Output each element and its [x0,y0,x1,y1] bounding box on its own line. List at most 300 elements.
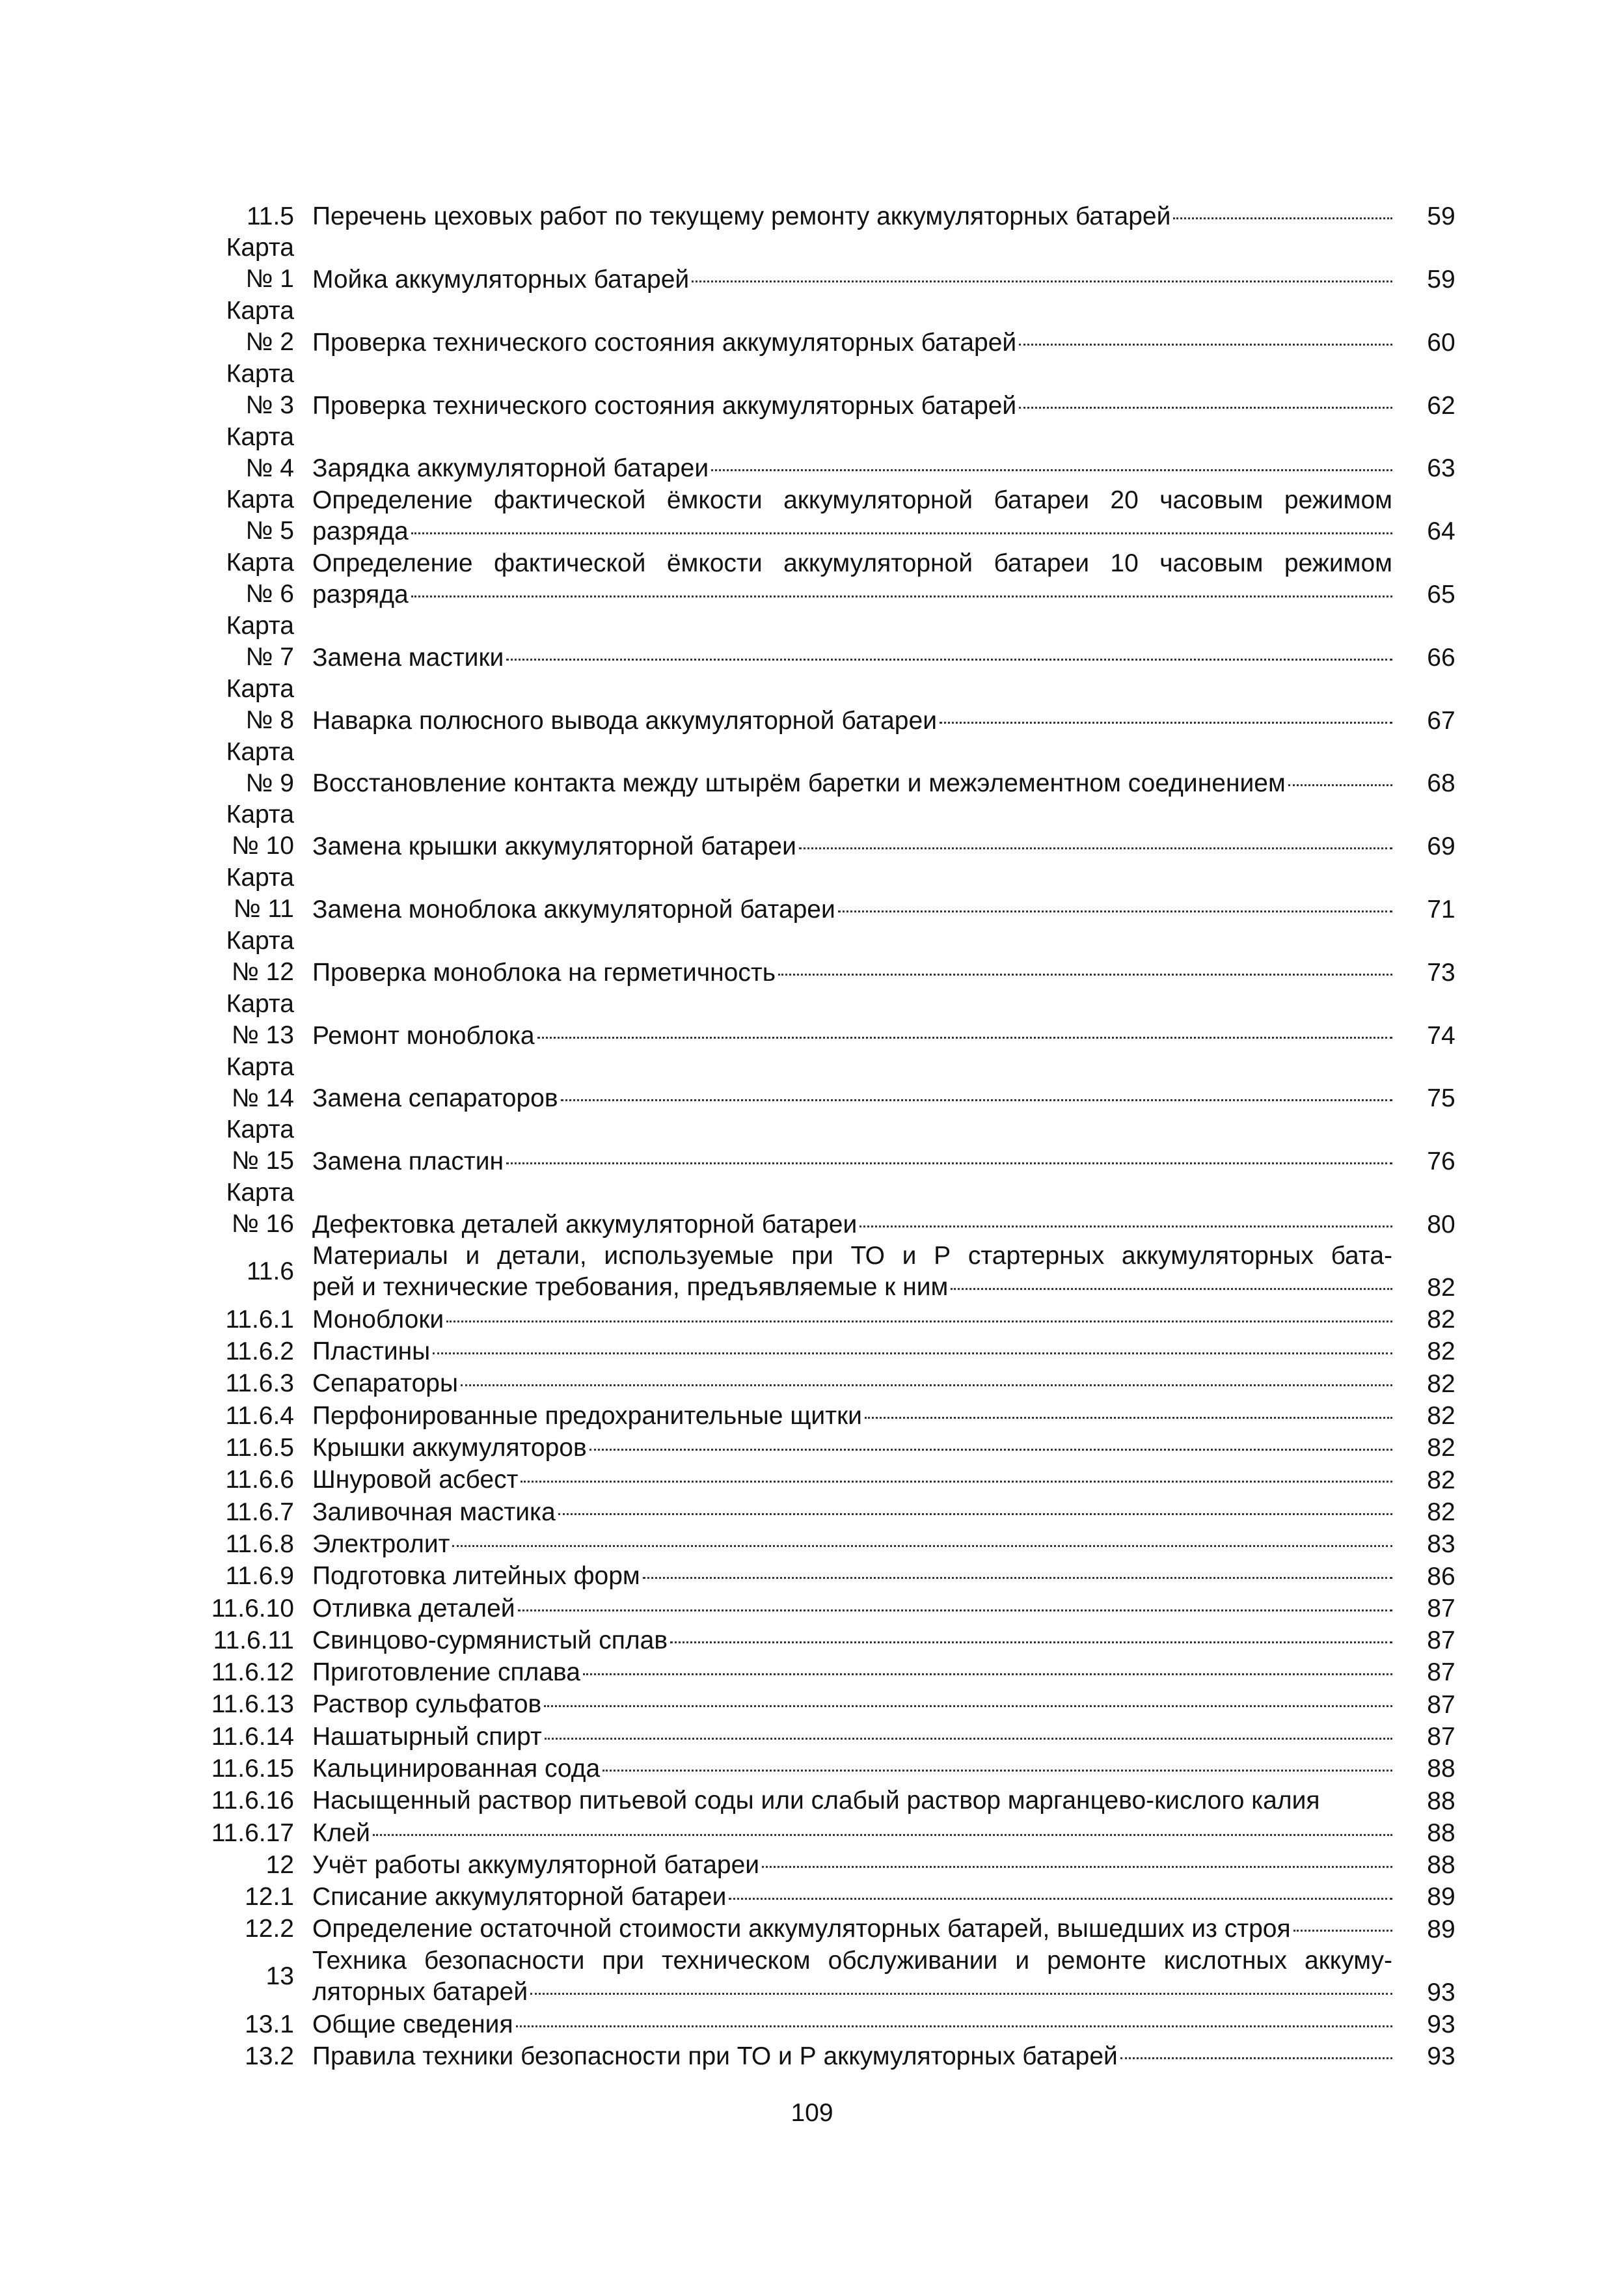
entry-page: 82 [1427,1273,1455,1302]
toc-entry [195,1560,1490,1592]
entry-title-cell [312,1335,1392,1367]
entry-title: Сепараторы [312,1369,459,1398]
card-label: Карта [226,234,294,262]
entry-title-cell [312,1688,1392,1720]
section-number: 12.2 [245,1915,294,1943]
dot-leader [452,1545,1392,1547]
entry-title-cell [312,737,1392,800]
toc-entry [195,359,1490,422]
entry-number-cell [195,1367,312,1399]
entry-title-cell [312,1624,1392,1656]
entry-title: Проверка технического состояния аккумуляторных батарей [312,391,1017,420]
entry-page: 59 [1427,202,1455,231]
toc-entry [195,484,1490,547]
entry-title-cell [312,925,1392,989]
toc-entry [195,1496,1490,1528]
section-number: 11.5 [246,202,294,230]
entry-number-cell [195,484,312,547]
dot-leader [561,1099,1392,1101]
entry-title-cell [312,547,1392,610]
toc-entry [195,422,1490,485]
dot-leader [411,532,1392,534]
entry-title-cell [312,1432,1392,1464]
toc-entry [195,1177,1490,1240]
entry-title: Ремонт моноблока [312,1021,535,1050]
entry-title-cell [312,484,1392,547]
section-number: 11.6.9 [225,1562,294,1591]
card-number: № 9 [245,769,294,797]
dot-leader [446,1321,1392,1322]
entry-number-cell [195,295,312,359]
entry-number-cell [195,862,312,925]
entry-page: 63 [1427,454,1455,483]
toc-entry [195,1304,1490,1335]
entry-title-cell [312,1304,1392,1335]
section-number: 11.6.1 [225,1305,294,1334]
toc-entry [195,2008,1490,2040]
entry-page: 59 [1427,266,1455,294]
entry-title: Замена крышки аккумуляторной батареи [312,832,796,861]
entry-number-cell [195,1335,312,1367]
entry-title-cell [312,295,1392,359]
entry-title-line1: Определение фактической ёмкости аккумуляторной батареи 10 часовым режимом [312,549,1392,578]
entry-title: Правила техники безопасности при ТО и Р аккумуляторных батарей [312,2042,1118,2070]
entry-number-cell [195,1177,312,1240]
entry-title: Замена сепараторов [312,1084,558,1113]
entry-page: 71 [1427,896,1455,924]
entry-title-cell [312,674,1392,737]
entry-page: 73 [1427,958,1455,987]
entry-title: Перечень цеховых работ по текущему ремонту аккумуляторных батарей [312,202,1171,230]
toc-entry [195,1335,1490,1367]
entry-title-cell [312,1400,1392,1432]
card-label: Карта [226,674,294,703]
section-number: 11.6.16 [211,1787,294,1815]
entry-page: 74 [1427,1021,1455,1050]
toc-entry [195,737,1490,800]
entry-number-cell [195,799,312,862]
toc-entry [195,1593,1490,1624]
entry-page: 88 [1427,1818,1455,1847]
section-number: 12.1 [245,1883,294,1911]
table-of-contents [195,200,1490,2072]
entry-number-cell [195,359,312,422]
entry-title-line2: разряда [312,581,409,609]
entry-page: 88 [1427,1787,1455,1815]
toc-entry [195,1913,1490,1945]
entry-page: 66 [1427,643,1455,672]
toc-entry [195,1721,1490,1753]
entry-title-cell [312,1496,1392,1528]
card-number: № 2 [245,328,294,357]
card-label: Карта [226,1179,294,1207]
entry-title: Нашатырный спирт [312,1722,542,1751]
dot-leader [729,1898,1392,1900]
dot-leader [506,1162,1392,1164]
entry-title-cell [312,422,1392,485]
entry-title: Перфонированные предохранительные щитки [312,1401,862,1430]
entry-number-cell [195,1114,312,1177]
card-number: № 3 [245,390,294,419]
toc-entry [195,1528,1490,1560]
card-label: Карта [226,612,294,640]
card-label: Карта [226,864,294,892]
toc-entry [195,1432,1490,1464]
card-number: № 15 [231,1147,294,1175]
dot-leader [799,847,1392,849]
card-label: Карта [226,989,294,1018]
entry-title: Насыщенный раствор питьевой соды или слабый раствор марганцево-кислого калия [312,1787,1320,1815]
entry-number-cell [195,232,312,295]
entry-title: Учёт работы аккумуляторной батареи [312,1850,760,1879]
card-number: № 12 [231,958,294,987]
toc-entry [195,862,1490,925]
entry-title: Дефектовка деталей аккумуляторной батареи [312,1211,858,1239]
entry-title-cell [312,989,1392,1052]
entry-title: Приготовление сплава [312,1658,580,1687]
entry-number-cell [195,1560,312,1592]
entry-title: Клей [312,1818,370,1847]
entry-title-line2: рей и технические требования, предъявляемые к ним [312,1273,949,1302]
dot-leader [1173,217,1392,219]
entry-title: Замена пластин [312,1147,504,1176]
entry-number-cell [195,1945,312,2008]
entry-number-cell [195,1304,312,1335]
entry-title: Списание аккумуляторной батареи [312,1883,727,1911]
entry-page: 82 [1427,1369,1455,1398]
entry-title-cell [312,610,1392,674]
dot-leader [762,1866,1392,1868]
entry-title: Пластины [312,1337,431,1366]
section-number: 11.6.5 [225,1434,294,1462]
entry-page: 60 [1427,328,1455,357]
section-number: 11.6.7 [225,1498,294,1526]
card-number: № 14 [231,1084,294,1112]
card-label: Карта [226,486,294,514]
entry-title-cell [312,200,1392,232]
entry-number-cell [195,737,312,800]
entry-title-line1: Техника безопасности при техническом обслуживании и ремонте кислотных аккуму- [312,1946,1392,1975]
entry-title: Раствор сульфатов [312,1690,542,1719]
entry-title-cell [312,1560,1392,1592]
entry-title-cell [312,862,1392,925]
card-number: № 7 [245,643,294,672]
entry-title-line1: Материалы и детали, используемые при ТО и Р стартерных аккумуляторных бата- [312,1242,1392,1270]
entry-number-cell [195,1432,312,1464]
dot-leader [778,974,1392,976]
entry-title-cell [312,1240,1392,1304]
section-number: 11.6.12 [211,1658,294,1687]
section-number: 13 [265,1962,294,1991]
entry-number-cell [195,2008,312,2040]
entry-page: 87 [1427,1723,1455,1751]
entry-number-cell [195,1593,312,1624]
entry-title-cell [312,1367,1392,1399]
entry-title: Зарядка аккумуляторной батареи [312,454,709,483]
entry-page: 69 [1427,832,1455,861]
card-number: № 11 [233,895,294,924]
entry-title: Свинцово-сурмянистый сплав [312,1626,668,1654]
entry-page: 82 [1427,1306,1455,1334]
entry-number-cell [195,1656,312,1688]
card-label: Карта [226,1116,294,1144]
entry-title-cell [312,2008,1392,2040]
entry-page: 64 [1427,517,1455,546]
card-number: № 1 [245,265,294,294]
card-label: Карта [226,549,294,577]
section-number: 11.6.2 [225,1337,294,1366]
toc-entry [195,1881,1490,1913]
card-label: Карта [226,359,294,388]
toc-entry [195,547,1490,610]
card-number: № 13 [231,1020,294,1049]
dot-leader [1120,2057,1392,2059]
dot-leader [506,659,1392,661]
toc-entry [195,1753,1490,1785]
entry-page: 87 [1427,1594,1455,1623]
toc-entry [195,1114,1490,1177]
entry-title-cell [312,1785,1392,1816]
section-number: 13.2 [245,2042,294,2070]
dot-leader [1293,1930,1392,1932]
dot-leader [433,1352,1392,1354]
entry-page: 82 [1427,1466,1455,1494]
dot-leader [711,469,1392,471]
entry-title: Проверка моноблока на герметичность [312,958,776,987]
card-number: № 16 [231,1210,294,1239]
entry-title: Замена мастики [312,643,504,672]
toc-entry [195,1656,1490,1688]
toc-entry [195,200,1490,232]
entry-title: Шнуровой асбест [312,1466,519,1494]
dot-leader [865,1417,1392,1419]
entry-title: Проверка технического состояния аккумуляторных батарей [312,328,1017,357]
entry-number-cell [195,1240,312,1304]
section-number: 11.6.4 [225,1401,294,1430]
entry-number-cell [195,1721,312,1753]
dot-leader [516,2025,1392,2027]
section-number: 11.6.14 [211,1722,294,1751]
entry-title-line1: Определение фактической ёмкости аккумуляторной батареи 20 часовым режимом [312,486,1392,515]
entry-number-cell [195,1496,312,1528]
entry-title-cell [312,1849,1392,1881]
entry-title-cell [312,799,1392,862]
entry-title-cell [312,232,1392,295]
entry-number-cell [195,1624,312,1656]
dot-leader [643,1577,1392,1579]
toc-entry [195,1400,1490,1432]
card-number: № 8 [245,705,294,734]
entry-title-line2: разряда [312,517,409,546]
entry-page: 89 [1427,1883,1455,1911]
card-label: Карта [226,737,294,766]
dot-leader [940,722,1392,724]
entry-number-cell [195,1688,312,1720]
entry-number-cell [195,1753,312,1785]
entry-page: 89 [1427,1915,1455,1943]
dot-leader [1019,344,1392,346]
entry-number-cell [195,547,312,610]
entry-page: 87 [1427,1626,1455,1655]
entry-title: Восстановление контакта между штырём баретки и межэлементном соединением [312,769,1286,798]
dot-leader [545,1738,1392,1740]
toc-entry [195,799,1490,862]
entry-page: 83 [1427,1530,1455,1559]
toc-entry [195,1945,1490,2008]
page-number: 109 [791,2099,833,2127]
section-number: 11.6.10 [211,1594,294,1623]
section-number: 11.6.8 [225,1529,294,1558]
entry-number-cell [195,674,312,737]
toc-entry [195,1624,1490,1656]
card-number: № 10 [231,832,294,860]
entry-title-cell [312,1913,1392,1945]
entry-page: 82 [1427,1402,1455,1431]
card-label: Карта [226,297,294,325]
toc-entry [195,925,1490,989]
toc-entry [195,232,1490,295]
entry-number-cell [195,1785,312,1816]
entry-title-cell [312,1753,1392,1785]
card-label: Карта [226,801,294,829]
toc-entry [195,1849,1490,1881]
entry-number-cell [195,422,312,485]
entry-title-cell [312,1464,1392,1496]
toc-body [195,200,1490,2072]
card-number: № 4 [245,454,294,482]
entry-number-cell [195,1400,312,1432]
entry-title-cell [312,1656,1392,1688]
dot-leader [373,1834,1392,1836]
entry-number-cell [195,2040,312,2072]
entry-page: 88 [1427,1851,1455,1880]
entry-title-cell [312,2040,1392,2072]
entry-page: 62 [1427,391,1455,420]
entry-number-cell [195,1052,312,1115]
section-number: 12 [265,1850,294,1879]
toc-entry [195,1464,1490,1496]
dot-leader [602,1770,1392,1772]
entry-page: 82 [1427,1337,1455,1366]
entry-title-cell [312,1817,1392,1849]
entry-page: 87 [1427,1690,1455,1719]
dot-leader [521,1481,1392,1483]
entry-title-cell [312,359,1392,422]
entry-page: 93 [1427,2042,1455,2071]
entry-number-cell [195,200,312,232]
entry-page: 86 [1427,1562,1455,1591]
dot-leader [518,1609,1392,1611]
toc-entry [195,295,1490,359]
toc-entry [195,610,1490,674]
dot-leader [411,596,1392,597]
entry-page: 67 [1427,706,1455,735]
entry-number-cell [195,1849,312,1881]
entry-page: 82 [1427,1498,1455,1526]
entry-title: Наварка полюсного вывода аккумуляторной батареи [312,706,937,735]
entry-page: 76 [1427,1147,1455,1176]
dot-leader [530,1993,1392,1995]
section-number: 11.6.13 [211,1690,294,1719]
dot-leader [1019,407,1392,409]
dot-leader [670,1641,1392,1643]
entry-page: 93 [1427,2010,1455,2038]
section-number: 11.6.15 [211,1755,294,1783]
entry-title: Определение остаточной стоимости аккумуляторных батарей, вышедших из строя [312,1915,1291,1943]
toc-entry [195,1785,1490,1816]
toc-entry [195,1817,1490,1849]
dot-leader [537,1037,1392,1039]
section-number: 11.6.11 [213,1626,294,1654]
entry-page: 82 [1427,1434,1455,1462]
entry-title-cell [312,1721,1392,1753]
entry-number-cell [195,925,312,989]
entry-page: 93 [1427,1978,1455,2006]
entry-number-cell [195,989,312,1052]
dot-leader [838,911,1392,912]
entry-title: Заливочная мастика [312,1498,556,1526]
entry-number-cell [195,1881,312,1913]
dot-leader [692,281,1392,282]
dot-leader [583,1673,1392,1675]
section-number: 11.6 [246,1257,294,1286]
entry-page: 88 [1427,1755,1455,1783]
entry-page: 68 [1427,769,1455,798]
toc-entry [195,1052,1490,1115]
dot-leader [1288,784,1392,786]
dot-leader [589,1449,1392,1451]
entry-number-cell [195,1913,312,1945]
entry-title-cell [312,1593,1392,1624]
entry-title: Моноблоки [312,1305,444,1334]
entry-title: Электролит [312,1529,450,1558]
entry-title-cell [312,1052,1392,1115]
dot-leader [544,1705,1392,1707]
toc-entry [195,2040,1490,2072]
entry-title-cell [312,1528,1392,1560]
entry-title: Общие сведения [312,2010,513,2038]
entry-page: 87 [1427,1658,1455,1687]
dot-leader [558,1513,1392,1515]
dot-leader [859,1226,1392,1227]
toc-entry [195,1367,1490,1399]
toc-entry [195,1240,1490,1304]
toc-entry [195,674,1490,737]
dot-leader [951,1288,1392,1290]
entry-number-cell [195,1817,312,1849]
entry-title: Мойка аккумуляторных батарей [312,266,690,294]
section-number: 11.6.3 [225,1369,294,1398]
entry-number-cell [195,1464,312,1496]
entry-title: Кальцинированная сода [312,1755,601,1783]
entry-title: Замена моноблока аккумуляторной батареи [312,896,835,924]
entry-title-cell [312,1177,1392,1240]
card-label: Карта [226,1052,294,1081]
entry-title: Отливка деталей [312,1594,515,1623]
entry-number-cell [195,1528,312,1560]
card-number: № 6 [245,580,294,609]
entry-page: 80 [1427,1211,1455,1239]
entry-title-cell [312,1881,1392,1913]
section-number: 11.6.17 [211,1818,294,1847]
entry-number-cell [195,610,312,674]
toc-entry [195,1688,1490,1720]
section-number: 11.6.6 [225,1466,294,1494]
entry-title-line2: ляторных батарей [312,1977,528,2006]
card-label: Карта [226,422,294,451]
entry-title-cell [312,1945,1392,2008]
entry-title: Подготовка литейных форм [312,1562,640,1591]
